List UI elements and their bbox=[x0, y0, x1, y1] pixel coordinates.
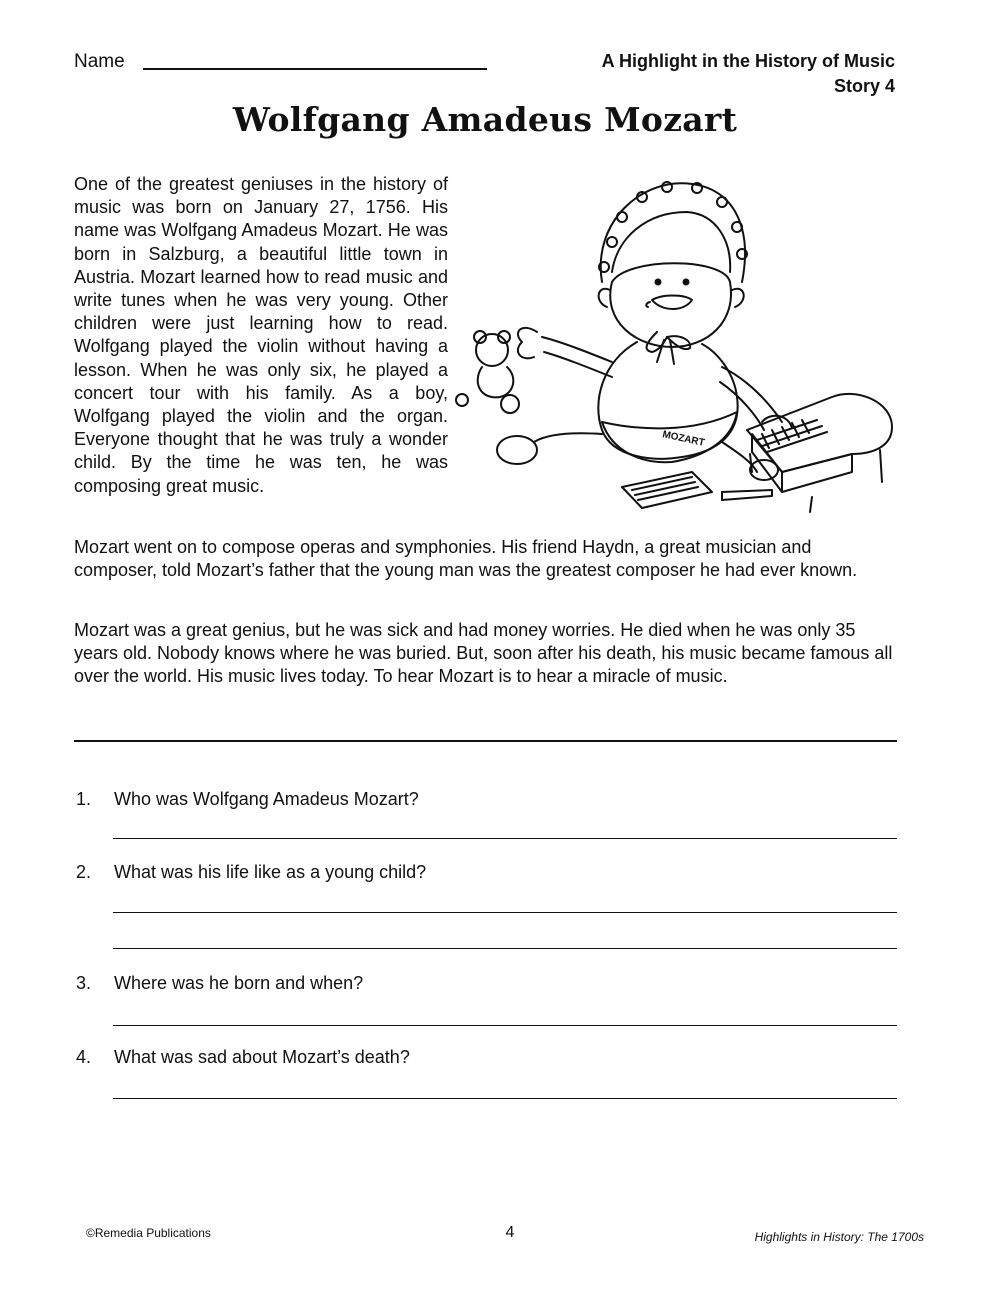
section-divider bbox=[74, 740, 897, 742]
baby-mozart-illustration bbox=[452, 172, 902, 522]
question-text: Where was he born and when? bbox=[114, 973, 364, 993]
question-number: 3. bbox=[76, 973, 92, 993]
page-number: 4 bbox=[505, 1224, 515, 1241]
question-text: Who was Wolfgang Amadeus Mozart? bbox=[114, 789, 419, 809]
name-write-line[interactable] bbox=[143, 68, 487, 70]
answer-line-2b[interactable] bbox=[113, 948, 897, 949]
question-2 bbox=[76, 862, 426, 883]
question-text: What was sad about Mozart’s death? bbox=[114, 1047, 410, 1067]
diaper-label: MOZART bbox=[661, 429, 706, 449]
series-title: A Highlight in the History of Music bbox=[601, 51, 895, 71]
answer-line-3[interactable] bbox=[113, 1025, 897, 1026]
question-number: 4. bbox=[76, 1047, 92, 1067]
question-number: 2. bbox=[76, 862, 92, 882]
question-3 bbox=[76, 973, 363, 994]
book-title: Highlights in History: The 1700s bbox=[754, 1230, 924, 1244]
story-paragraph-2: Mozart went on to compose operas and symphonies. His friend Haydn, a great musician and composer, told Mozart’s father that the young man was the greatest composer he had ever known. bbox=[74, 537, 858, 580]
page-title: Wolfgang Amadeus Mozart bbox=[232, 100, 738, 139]
question-number: 1. bbox=[76, 789, 92, 809]
story-paragraph-1: One of the greatest geniuses in the history of music was born on January 27, 1756. His name was Wolfgang Amadeus Mozart. He was born in Salzburg, a beautiful little town in Austria. Mozart learned how to read music and write tunes when he was very young. Other children were just learning how to read. Wolfgang played the violin without having a lesson. When he was only six, he played a concert tour with his family. As a boy, Wolfgang played the violin and the organ. Everyone thought that he was truly a wonder child. By the time he was ten, he was composing great music. bbox=[74, 174, 448, 496]
story-paragraph-3: Mozart was a great genius, but he was sick and had money worries. He died when he was only 35 years old. Nobody knows where he was buried. But, soon after his death, his music became famous all over the world. His music lives today. To hear Mozart is to hear a miracle of music. bbox=[74, 620, 893, 686]
answer-line-4[interactable] bbox=[113, 1098, 897, 1099]
publisher-credit: ©Remedia Publications bbox=[86, 1226, 211, 1240]
question-1 bbox=[76, 789, 419, 810]
question-4 bbox=[76, 1047, 410, 1068]
answer-line-1[interactable] bbox=[113, 838, 897, 839]
story-number: Story 4 bbox=[833, 76, 895, 96]
answer-line-2a[interactable] bbox=[113, 912, 897, 913]
name-label: Name bbox=[74, 51, 125, 72]
question-text: What was his life like as a young child? bbox=[114, 862, 427, 882]
